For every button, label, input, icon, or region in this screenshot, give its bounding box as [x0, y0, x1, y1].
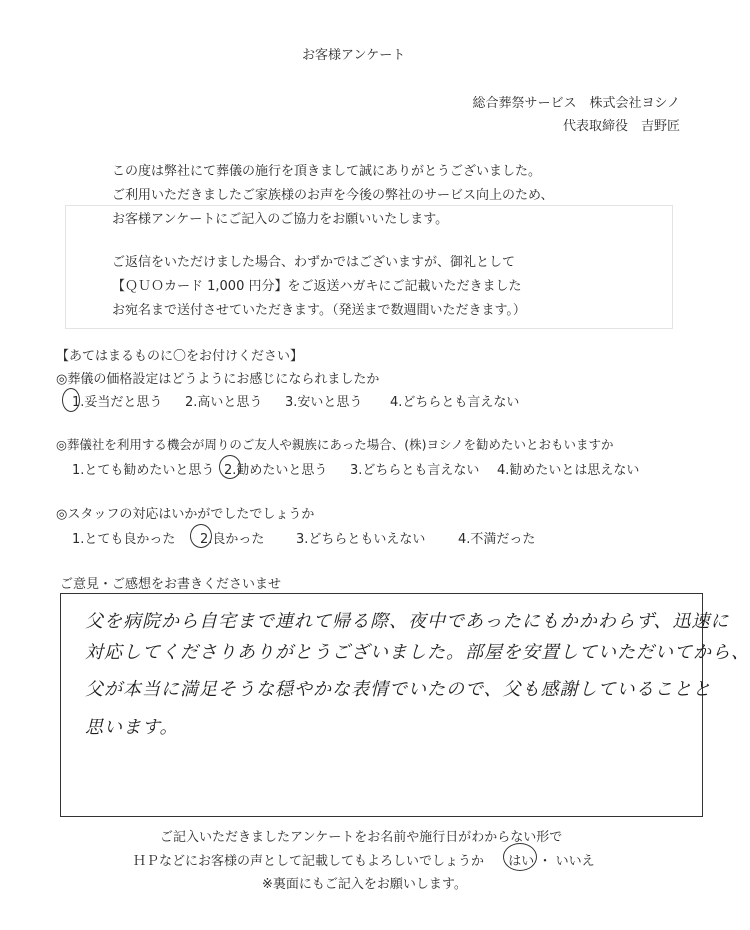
- q3-option-1[interactable]: 1.とても良かった: [72, 532, 176, 547]
- footer-line-1: ご記入いただきましたアンケートをお名前や施行日がわからない形で: [160, 830, 563, 845]
- footer-line-2: ＨＰなどにお客様の声として記載してもよろしいでしょうか: [133, 854, 485, 869]
- intro-line-4: ご返信をいただけました場合、わずかではございますが、御礼として: [112, 255, 516, 270]
- q1-option-4[interactable]: 4.どちらとも言えない: [390, 395, 520, 410]
- page-title: お客様アンケート: [302, 48, 406, 63]
- consent-selection-circle: [503, 843, 537, 871]
- comment-line-1: 父を病院から自宅まで連れて帰る際、夜中であったにもかかわらず、迅速に: [85, 611, 730, 632]
- comment-line-3: 父が本当に満足そうな穏やかな表情でいたので、父も感謝していることと: [85, 679, 712, 700]
- comment-line-4: 思います。: [85, 717, 179, 738]
- footer-note: ※裏面にもご記入をお願いします。: [262, 877, 467, 892]
- q3-option-4[interactable]: 4.不満だった: [458, 532, 536, 547]
- q1-option-3[interactable]: 3.安いと思う: [285, 395, 363, 410]
- q3-option-3[interactable]: 3.どちらともいえない: [296, 532, 426, 547]
- question-2-text: ◎葬儀社を利用する機会が周りのご友人や親族にあった場合、(株)ヨシノを勧めたいとおもいますか: [56, 437, 614, 452]
- consent-no[interactable]: いいえ: [555, 854, 595, 869]
- intro-line-1: この度は弊社にて葬儀の施行を頂きまして誠にありがとうございました。: [112, 164, 542, 179]
- q1-option-2[interactable]: 2.高いと思う: [185, 395, 263, 410]
- q2-option-4[interactable]: 4.勧めたいとは思えない: [497, 463, 640, 478]
- intro-line-3: お客様アンケートにご記入のご協力をお願いいたします。: [112, 212, 449, 227]
- intro-line-5: 【ＱＵＯカード 1,000 円分】をご返送ハガキにご記載いただきました: [112, 279, 522, 294]
- q2-option-3[interactable]: 3.どちらとも言えない: [350, 463, 480, 478]
- comment-line-2: 対応してくださりありがとうございました。部屋を安置していただいてから、: [85, 642, 750, 663]
- intro-line-2: ご利用いただきましたご家族様のお声を今後の弊社のサービス向上のため、: [112, 188, 554, 203]
- company-name: 総合葬祭サービス 株式会社ヨシノ: [472, 96, 680, 111]
- q1-option-1[interactable]: 1.妥当だと思う: [72, 395, 163, 410]
- question-1-text: ◎葬儀の価格設定はどうようにお感じになられましたか: [56, 372, 380, 387]
- consent-separator: ・: [538, 854, 552, 869]
- consent-yes[interactable]: はい: [508, 854, 535, 869]
- question-3-text: ◎スタッフの対応はいかがでしたでしょうか: [56, 507, 315, 522]
- q2-option-2[interactable]: 2.勧めたいと思う: [224, 463, 328, 478]
- q3-selection-circle: [190, 524, 212, 548]
- intro-line-6: お宛名まで送付させていただきます。（発送まで数週間いただきます。）: [112, 303, 526, 318]
- q1-selection-circle: [62, 388, 80, 412]
- representative-name: 代表取締役 吉野匠: [562, 119, 680, 134]
- q3-option-2[interactable]: 2.良かった: [200, 532, 265, 547]
- instructions: 【あてはまるものに〇をお付けください】: [56, 349, 304, 364]
- comments-label: ご意見・ご感想をお書きくださいませ: [60, 577, 282, 592]
- q2-selection-circle: [219, 455, 241, 479]
- q2-option-1[interactable]: 1.とても勧めたいと思う: [72, 463, 215, 478]
